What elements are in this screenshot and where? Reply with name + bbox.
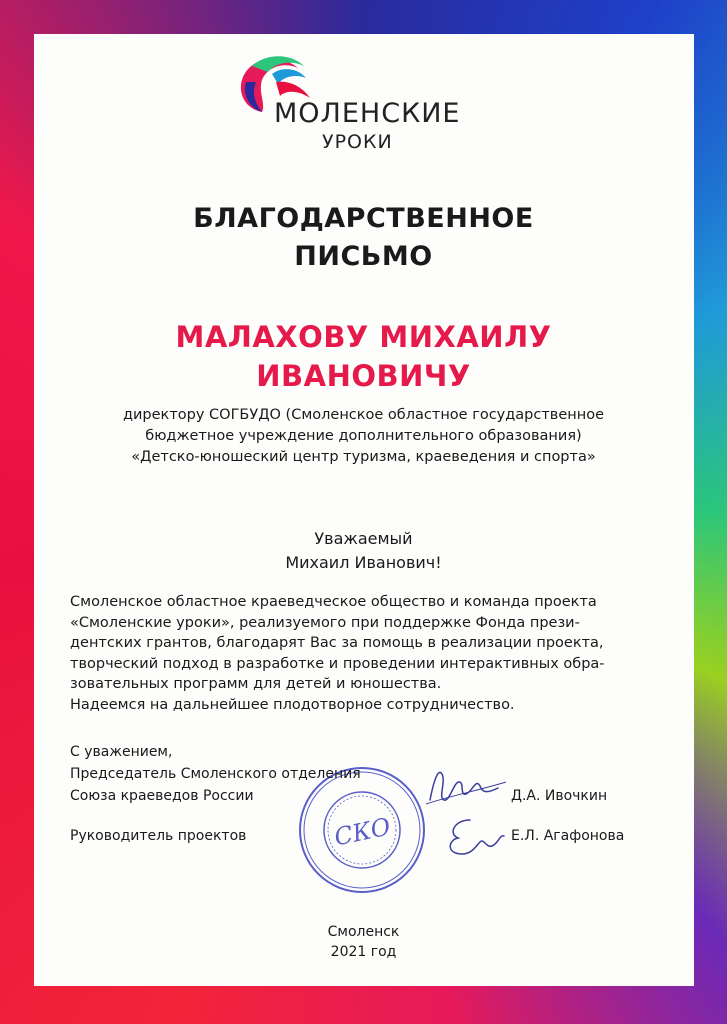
signatory1-role-line2: Союза краеведов России [70, 788, 254, 804]
greeting [0, 527, 727, 575]
footer-year: 2021 год [330, 944, 397, 960]
position-line: бюджетное учреждение дополнительного образования) [145, 428, 582, 444]
logo-text-line2: УРОКИ [322, 131, 393, 153]
recipient-line2: ИВАНОВИЧУ [256, 359, 471, 393]
greeting-line1: Уважаемый [314, 529, 413, 548]
body-line: дентских грантов, благодарят Вас за помощь в реализации проекта, [70, 635, 604, 651]
body-line: Надеемся на дальнейшее плодотворное сотрудничество. [70, 696, 515, 713]
signature-ivochkin [420, 760, 510, 820]
body-line: зовательных программ для детей и юношества. [70, 676, 442, 692]
footer-city: Смоленск [327, 924, 400, 940]
position-line: «Детско-юношеский центр туризма, краеведения и спорта» [131, 449, 596, 465]
logo-text-line1: МОЛЕНСКИЕ [274, 98, 461, 129]
position-line: директору СОГБУДО (Смоленское областное государственное [122, 407, 604, 423]
letter-title [0, 200, 727, 276]
stamp-center-text: СКО [331, 812, 394, 852]
letter-body [70, 592, 670, 715]
body-line: «Смоленские уроки», реализуемого при поддержке Фонда прези- [70, 614, 580, 631]
signature-agafonova [440, 812, 510, 862]
signatory1-name: Д.А. Ивочкин [511, 788, 608, 804]
signatory2-role: Руководитель проектов [70, 828, 247, 844]
body-line: Смоленское областное краеведческое общество и команда проекта [70, 594, 597, 610]
recipient-name [0, 318, 727, 396]
logo [232, 52, 502, 162]
title-line2: ПИСЬМО [294, 241, 433, 272]
recipient-position [0, 405, 727, 468]
footer [0, 922, 727, 962]
signatory2-name: Е.Л. Агафонова [511, 828, 625, 844]
body-line: творческий подход в разработке и проведении интерактивных обра- [70, 655, 605, 672]
signatory1-role-line1: Председатель Смоленского отделения [70, 766, 361, 782]
recipient-line1: МАЛАХОВУ МИХАИЛУ [175, 320, 552, 354]
title-line1: БЛАГОДАРСТВЕННОЕ [193, 203, 534, 234]
greeting-line2: Михаил Иванович! [285, 553, 442, 572]
regards: С уважением, [70, 744, 173, 760]
